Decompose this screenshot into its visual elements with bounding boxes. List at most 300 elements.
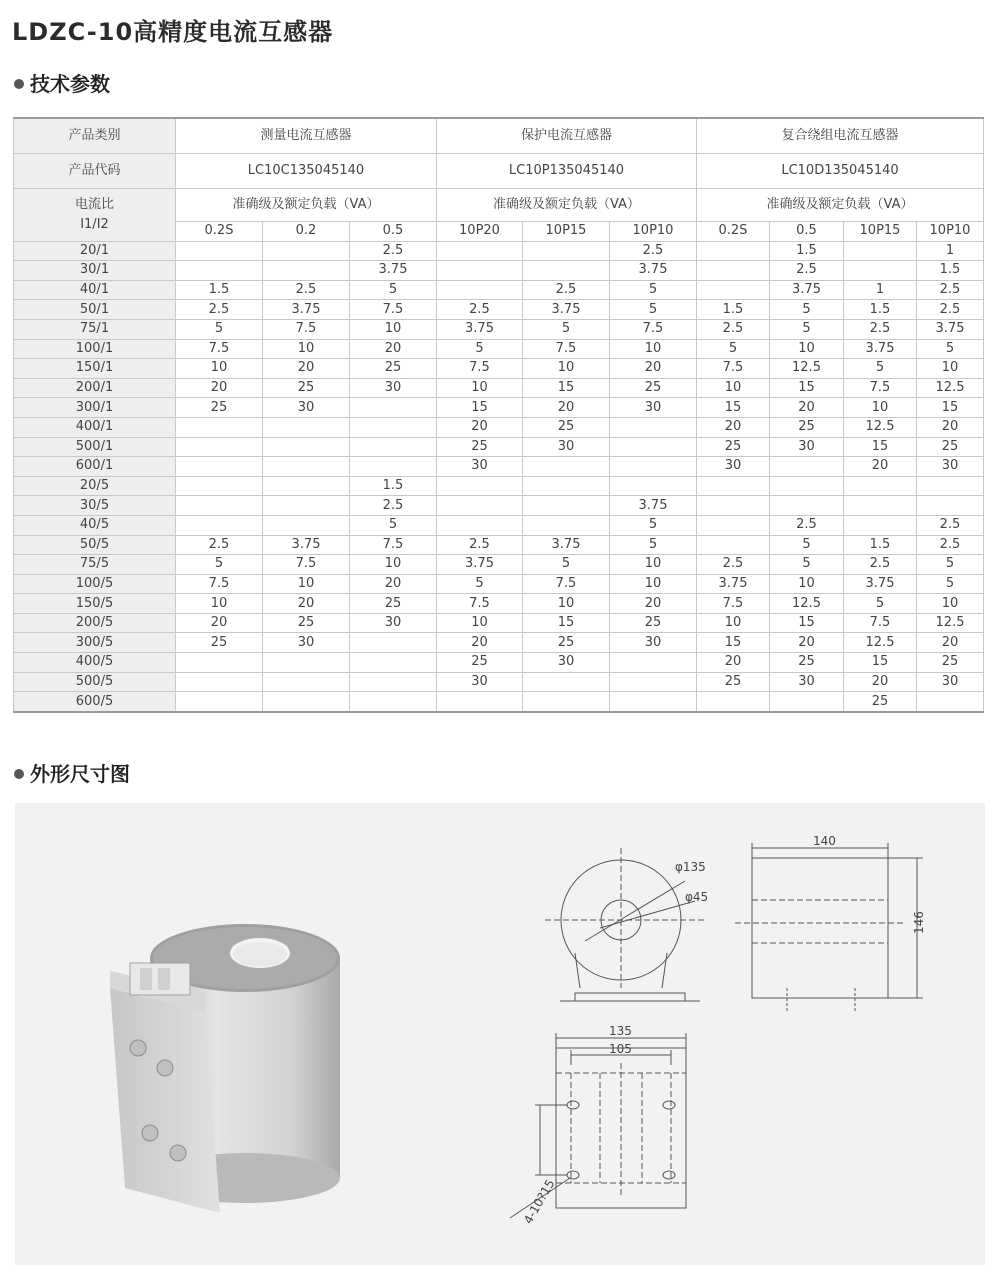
load-value-cell: 5 — [770, 555, 844, 575]
load-value-cell: 2.5 — [523, 280, 610, 300]
load-value-cell: 2.5 — [917, 535, 984, 555]
load-value-cell — [176, 417, 263, 437]
load-value-cell: 15 — [523, 378, 610, 398]
load-value-cell: 7.5 — [844, 613, 917, 633]
load-value-cell: 1.5 — [176, 280, 263, 300]
load-value-cell: 25 — [770, 417, 844, 437]
ratio-cell: 100/1 — [14, 339, 176, 359]
load-value-cell — [176, 692, 263, 712]
load-value-cell: 30 — [523, 653, 610, 673]
load-value-cell — [437, 280, 523, 300]
load-value-cell — [437, 241, 523, 261]
bullet-icon — [14, 79, 24, 89]
dim-height-146: 146 — [912, 911, 926, 934]
row-product-code — [14, 154, 984, 189]
product-type-cell: 保护电流互感器 — [437, 118, 697, 154]
load-value-cell: 7.5 — [437, 359, 523, 379]
load-value-cell — [176, 261, 263, 281]
load-value-cell: 25 — [844, 692, 917, 712]
load-value-cell: 2.5 — [770, 261, 844, 281]
load-value-cell: 10 — [770, 574, 844, 594]
load-value-cell: 5 — [176, 555, 263, 575]
table-row — [14, 457, 984, 477]
load-value-cell — [176, 476, 263, 496]
load-value-cell — [844, 476, 917, 496]
table-row — [14, 359, 984, 379]
load-value-cell: 2.5 — [917, 280, 984, 300]
load-value-cell — [176, 437, 263, 457]
accuracy-class-cell: 0.2 — [263, 222, 350, 242]
row-load-heading — [14, 189, 984, 222]
table-row — [14, 594, 984, 614]
load-value-cell: 5 — [917, 555, 984, 575]
dim-phi45: φ45 — [685, 890, 709, 904]
load-value-cell — [437, 261, 523, 281]
ratio-cell: 500/5 — [14, 672, 176, 692]
load-value-cell: 7.5 — [697, 594, 770, 614]
load-value-cell: 1.5 — [350, 476, 437, 496]
load-value-cell: 5 — [770, 535, 844, 555]
load-value-cell — [917, 476, 984, 496]
table-row — [14, 653, 984, 673]
product-code-label: 产品代码 — [14, 154, 176, 189]
load-value-cell: 1.5 — [697, 300, 770, 320]
load-value-cell: 2.5 — [176, 300, 263, 320]
load-value-cell — [697, 280, 770, 300]
load-value-cell: 7.5 — [437, 594, 523, 614]
dim-width-105: 105 — [609, 1042, 632, 1056]
load-value-cell: 20 — [917, 633, 984, 653]
load-heading-cell: 准确级及额定负载（VA） — [697, 189, 984, 222]
accuracy-class-cell: 0.5 — [350, 222, 437, 242]
load-value-cell: 2.5 — [697, 319, 770, 339]
load-value-cell: 2.5 — [350, 241, 437, 261]
load-value-cell: 25 — [523, 633, 610, 653]
load-value-cell: 25 — [176, 633, 263, 653]
table-row — [14, 300, 984, 320]
load-value-cell — [350, 437, 437, 457]
load-value-cell: 7.5 — [844, 378, 917, 398]
ratio-cell: 20/1 — [14, 241, 176, 261]
load-value-cell: 3.75 — [917, 319, 984, 339]
load-value-cell: 2.5 — [176, 535, 263, 555]
load-value-cell: 5 — [610, 280, 697, 300]
load-value-cell: 5 — [770, 300, 844, 320]
load-value-cell: 30 — [263, 633, 350, 653]
load-value-cell: 25 — [437, 437, 523, 457]
load-value-cell: 3.75 — [610, 496, 697, 516]
load-value-cell: 30 — [770, 672, 844, 692]
load-value-cell — [176, 496, 263, 516]
accuracy-class-cell: 10P15 — [523, 222, 610, 242]
load-value-cell: 3.75 — [523, 300, 610, 320]
load-value-cell: 5 — [610, 300, 697, 320]
ratio-cell: 300/1 — [14, 398, 176, 418]
ratio-cell: 75/1 — [14, 319, 176, 339]
load-value-cell: 5 — [844, 594, 917, 614]
load-value-cell: 10 — [263, 574, 350, 594]
load-value-cell: 2.5 — [437, 535, 523, 555]
load-value-cell: 2.5 — [610, 241, 697, 261]
load-value-cell: 25 — [350, 594, 437, 614]
load-value-cell: 30 — [350, 613, 437, 633]
table-row — [14, 476, 984, 496]
accuracy-class-cell: 10P10 — [917, 222, 984, 242]
load-value-cell: 20 — [263, 359, 350, 379]
load-value-cell: 5 — [523, 319, 610, 339]
load-value-cell: 25 — [263, 613, 350, 633]
ratio-cell: 200/5 — [14, 613, 176, 633]
load-value-cell: 10 — [917, 594, 984, 614]
load-value-cell — [263, 457, 350, 477]
load-value-cell — [697, 692, 770, 712]
load-value-cell: 3.75 — [437, 319, 523, 339]
load-value-cell — [263, 653, 350, 673]
load-value-cell — [770, 457, 844, 477]
load-value-cell: 20 — [523, 398, 610, 418]
load-value-cell: 3.75 — [523, 535, 610, 555]
load-value-cell: 1.5 — [770, 241, 844, 261]
load-value-cell: 10 — [610, 555, 697, 575]
load-value-cell: 10 — [350, 319, 437, 339]
load-value-cell: 25 — [610, 378, 697, 398]
load-value-cell: 20 — [437, 417, 523, 437]
load-value-cell — [523, 476, 610, 496]
load-value-cell: 10 — [263, 339, 350, 359]
load-value-cell: 12.5 — [844, 633, 917, 653]
load-value-cell: 5 — [350, 515, 437, 535]
load-value-cell — [697, 515, 770, 535]
section-heading-tech — [14, 68, 110, 97]
load-value-cell: 5 — [610, 515, 697, 535]
table-row — [14, 280, 984, 300]
load-value-cell: 2.5 — [844, 555, 917, 575]
load-value-cell: 1.5 — [844, 300, 917, 320]
load-value-cell: 12.5 — [917, 613, 984, 633]
load-value-cell: 15 — [844, 437, 917, 457]
load-value-cell: 20 — [770, 398, 844, 418]
load-value-cell: 25 — [523, 417, 610, 437]
table-row — [14, 496, 984, 516]
load-value-cell: 10 — [523, 359, 610, 379]
table-row — [14, 613, 984, 633]
ratio-label: 电流比 — [74, 196, 114, 212]
product-code-cell: LC10C135045140 — [176, 154, 437, 189]
dim-phi135: φ135 — [675, 860, 706, 874]
load-value-cell — [770, 476, 844, 496]
accuracy-class-cell: 10P20 — [437, 222, 523, 242]
load-value-cell: 20 — [176, 613, 263, 633]
load-value-cell — [917, 692, 984, 712]
load-value-cell: 3.75 — [263, 300, 350, 320]
load-heading-cell: 准确级及额定负载（VA） — [176, 189, 437, 222]
side-view-drawing — [735, 843, 923, 1013]
load-heading-cell: 准确级及额定负载（VA） — [437, 189, 697, 222]
load-value-cell: 5 — [697, 339, 770, 359]
load-value-cell — [350, 692, 437, 712]
product-type-label: 产品类别 — [14, 118, 176, 154]
load-value-cell: 15 — [844, 653, 917, 673]
table-row — [14, 633, 984, 653]
table-row — [14, 241, 984, 261]
load-value-cell: 25 — [770, 653, 844, 673]
ratio-cell: 600/1 — [14, 457, 176, 477]
ratio-cell: 400/5 — [14, 653, 176, 673]
table-row — [14, 339, 984, 359]
load-value-cell: 15 — [437, 398, 523, 418]
load-value-cell: 30 — [523, 437, 610, 457]
load-value-cell: 25 — [697, 437, 770, 457]
load-value-cell: 10 — [610, 574, 697, 594]
load-value-cell: 5 — [350, 280, 437, 300]
load-value-cell — [844, 241, 917, 261]
load-value-cell — [350, 672, 437, 692]
load-value-cell: 2.5 — [917, 515, 984, 535]
load-value-cell: 25 — [917, 437, 984, 457]
load-value-cell: 2.5 — [770, 515, 844, 535]
load-value-cell: 20 — [610, 594, 697, 614]
load-value-cell: 7.5 — [610, 319, 697, 339]
load-value-cell — [176, 241, 263, 261]
load-value-cell — [350, 398, 437, 418]
load-value-cell: 2.5 — [350, 496, 437, 516]
load-value-cell — [697, 496, 770, 516]
load-value-cell: 12.5 — [770, 359, 844, 379]
load-value-cell: 12.5 — [844, 417, 917, 437]
load-value-cell: 15 — [917, 398, 984, 418]
load-value-cell — [844, 496, 917, 516]
load-value-cell: 3.75 — [770, 280, 844, 300]
bullet-icon — [14, 769, 24, 779]
load-value-cell — [263, 515, 350, 535]
load-value-cell — [263, 692, 350, 712]
load-value-cell — [610, 653, 697, 673]
dim-width-135: 135 — [609, 1024, 632, 1038]
load-value-cell: 3.75 — [844, 574, 917, 594]
load-value-cell: 20 — [610, 359, 697, 379]
load-value-cell: 10 — [844, 398, 917, 418]
load-value-cell — [610, 437, 697, 457]
load-value-cell — [176, 515, 263, 535]
load-value-cell: 10 — [437, 613, 523, 633]
table-row — [14, 261, 984, 281]
load-value-cell: 20 — [350, 574, 437, 594]
load-value-cell: 5 — [610, 535, 697, 555]
load-value-cell — [263, 496, 350, 516]
load-value-cell — [523, 496, 610, 516]
load-value-cell: 3.75 — [437, 555, 523, 575]
load-value-cell — [437, 476, 523, 496]
load-value-cell — [350, 457, 437, 477]
load-value-cell: 10 — [176, 594, 263, 614]
accuracy-class-cell: 0.2S — [697, 222, 770, 242]
section-heading-outline — [14, 758, 130, 787]
load-value-cell — [697, 261, 770, 281]
load-value-cell — [697, 241, 770, 261]
load-value-cell: 15 — [770, 378, 844, 398]
load-value-cell: 5 — [437, 339, 523, 359]
spec-table-container — [13, 117, 983, 713]
product-type-cell: 测量电流互感器 — [176, 118, 437, 154]
load-value-cell — [610, 692, 697, 712]
load-value-cell: 2.5 — [844, 319, 917, 339]
section-title-outline: 外形尺寸图 — [30, 762, 130, 786]
load-value-cell: 10 — [523, 594, 610, 614]
table-row — [14, 437, 984, 457]
load-value-cell: 2.5 — [263, 280, 350, 300]
ratio-cell: 200/1 — [14, 378, 176, 398]
load-value-cell — [770, 692, 844, 712]
load-value-cell: 20 — [350, 339, 437, 359]
load-value-cell: 20 — [844, 457, 917, 477]
load-value-cell: 1.5 — [844, 535, 917, 555]
load-value-cell: 10 — [176, 359, 263, 379]
load-value-cell: 20 — [263, 594, 350, 614]
load-value-cell: 30 — [610, 398, 697, 418]
ratio-cell: 300/5 — [14, 633, 176, 653]
ratio-cell: 500/1 — [14, 437, 176, 457]
load-value-cell: 1 — [917, 241, 984, 261]
page-title: LDZC-10高精度电流互感器 — [12, 18, 334, 46]
load-value-cell: 5 — [176, 319, 263, 339]
load-value-cell: 30 — [437, 672, 523, 692]
section-title-tech: 技术参数 — [30, 72, 110, 96]
load-value-cell — [610, 417, 697, 437]
load-value-cell — [697, 535, 770, 555]
load-value-cell — [263, 261, 350, 281]
load-value-cell: 7.5 — [350, 535, 437, 555]
load-value-cell: 5 — [917, 574, 984, 594]
ratio-cell: 100/5 — [14, 574, 176, 594]
load-value-cell — [523, 261, 610, 281]
load-value-cell: 3.75 — [697, 574, 770, 594]
row-product-type — [14, 118, 984, 154]
table-row — [14, 692, 984, 712]
load-value-cell — [263, 241, 350, 261]
ratio-cell: 400/1 — [14, 417, 176, 437]
table-row — [14, 417, 984, 437]
load-value-cell — [350, 653, 437, 673]
ratio-cell: 50/5 — [14, 535, 176, 555]
load-value-cell: 2.5 — [917, 300, 984, 320]
load-value-cell: 5 — [437, 574, 523, 594]
load-value-cell: 30 — [770, 437, 844, 457]
table-row — [14, 574, 984, 594]
table-row — [14, 319, 984, 339]
ratio-cell: 20/5 — [14, 476, 176, 496]
load-value-cell — [770, 496, 844, 516]
load-value-cell — [350, 633, 437, 653]
load-value-cell: 10 — [610, 339, 697, 359]
load-value-cell: 25 — [263, 378, 350, 398]
load-value-cell: 7.5 — [176, 339, 263, 359]
load-value-cell: 20 — [697, 417, 770, 437]
load-value-cell: 5 — [523, 555, 610, 575]
ratio-cell: 30/5 — [14, 496, 176, 516]
ratio-cell: 600/5 — [14, 692, 176, 712]
load-value-cell: 7.5 — [350, 300, 437, 320]
accuracy-class-cell: 0.5 — [770, 222, 844, 242]
load-value-cell — [176, 653, 263, 673]
load-value-cell — [176, 672, 263, 692]
load-value-cell: 20 — [176, 378, 263, 398]
load-value-cell: 3.75 — [844, 339, 917, 359]
load-value-cell: 7.5 — [263, 319, 350, 339]
load-value-cell: 12.5 — [770, 594, 844, 614]
load-value-cell — [176, 457, 263, 477]
table-row — [14, 515, 984, 535]
outline-drawing-panel — [15, 803, 985, 1265]
load-value-cell — [263, 417, 350, 437]
load-value-cell: 10 — [770, 339, 844, 359]
load-value-cell: 30 — [697, 457, 770, 477]
bottom-view-drawing — [510, 1033, 686, 1218]
product-code-cell: LC10D135045140 — [697, 154, 984, 189]
load-value-cell — [263, 437, 350, 457]
ratio-cell: 75/5 — [14, 555, 176, 575]
load-value-cell: 25 — [176, 398, 263, 418]
load-value-cell: 3.75 — [350, 261, 437, 281]
load-value-cell: 30 — [917, 672, 984, 692]
load-value-cell: 1 — [844, 280, 917, 300]
load-value-cell — [844, 261, 917, 281]
accuracy-class-cell: 10P10 — [610, 222, 697, 242]
load-value-cell: 15 — [770, 613, 844, 633]
table-row — [14, 378, 984, 398]
load-value-cell: 10 — [437, 378, 523, 398]
load-value-cell — [917, 496, 984, 516]
load-value-cell: 5 — [844, 359, 917, 379]
load-value-cell — [263, 672, 350, 692]
ratio-cell: 150/5 — [14, 594, 176, 614]
load-value-cell: 15 — [523, 613, 610, 633]
ratio-cell: 150/1 — [14, 359, 176, 379]
load-value-cell — [610, 476, 697, 496]
accuracy-class-cell: 10P15 — [844, 222, 917, 242]
load-value-cell — [437, 496, 523, 516]
load-value-cell: 25 — [697, 672, 770, 692]
accuracy-class-cell: 0.2S — [176, 222, 263, 242]
load-value-cell — [610, 457, 697, 477]
load-value-cell: 15 — [697, 398, 770, 418]
dimension-drawings — [15, 803, 985, 1265]
load-value-cell: 7.5 — [697, 359, 770, 379]
load-value-cell — [523, 241, 610, 261]
load-value-cell: 7.5 — [523, 339, 610, 359]
load-value-cell: 20 — [770, 633, 844, 653]
spec-table — [13, 117, 984, 713]
load-value-cell — [437, 692, 523, 712]
load-value-cell — [350, 417, 437, 437]
load-value-cell: 5 — [770, 319, 844, 339]
load-value-cell: 20 — [844, 672, 917, 692]
load-value-cell — [610, 672, 697, 692]
ratio-cell: 30/1 — [14, 261, 176, 281]
load-value-cell: 7.5 — [176, 574, 263, 594]
load-value-cell — [263, 476, 350, 496]
load-value-cell: 2.5 — [437, 300, 523, 320]
load-value-cell: 3.75 — [263, 535, 350, 555]
load-value-cell: 2.5 — [697, 555, 770, 575]
ratio-cell: 40/1 — [14, 280, 176, 300]
load-value-cell: 25 — [437, 653, 523, 673]
load-value-cell — [697, 476, 770, 496]
load-value-cell: 12.5 — [917, 378, 984, 398]
load-value-cell — [437, 515, 523, 535]
load-value-cell — [523, 692, 610, 712]
load-value-cell: 1.5 — [917, 261, 984, 281]
load-value-cell — [523, 457, 610, 477]
